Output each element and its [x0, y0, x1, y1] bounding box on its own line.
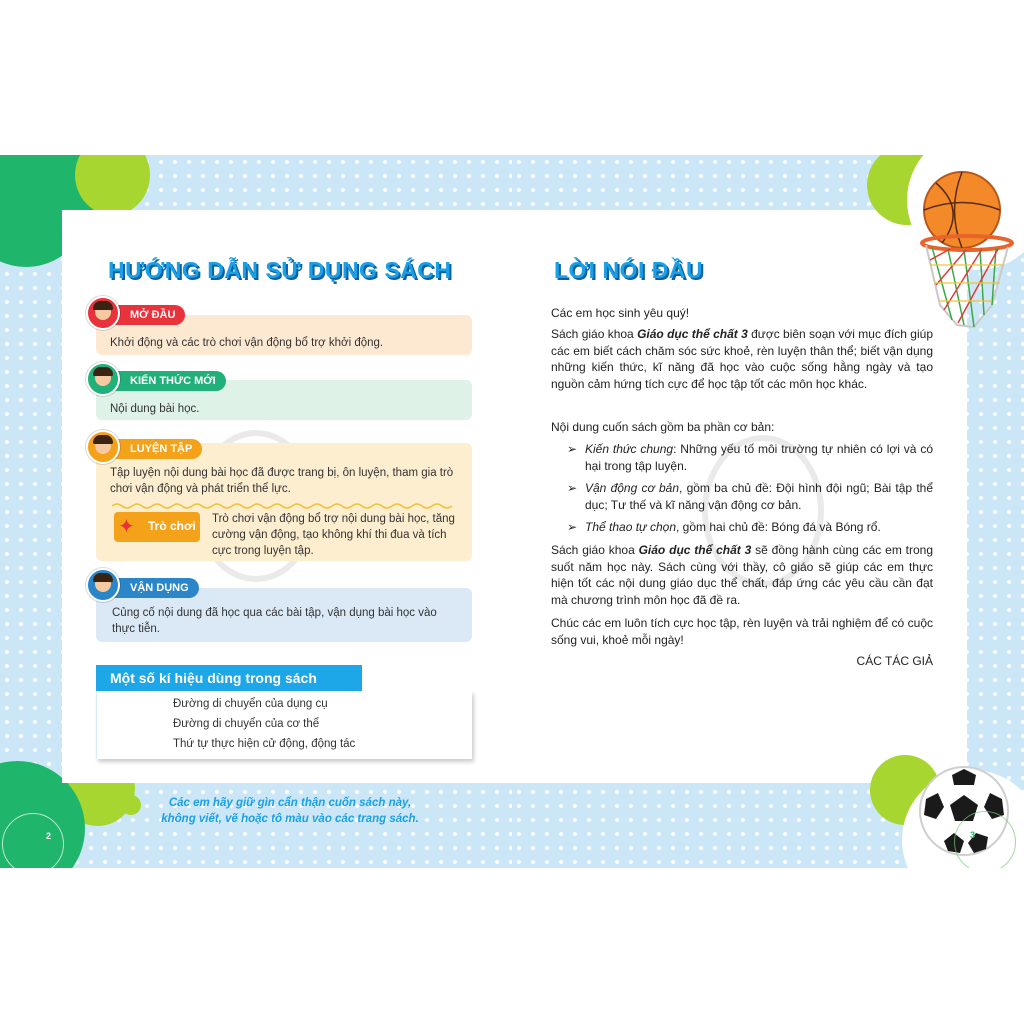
section-van-dung-text: Củng cố nội dung đã học qua các bài tập, vận dụng bài học vào thực tiễn.: [112, 607, 437, 635]
bullet-3-text: , gồm hai chủ đề: Bóng đá và Bóng rổ.: [676, 520, 881, 534]
section-mo-dau-text: Khởi động và các trò chơi vận động bổ trợ khởi động.: [110, 337, 384, 349]
paragraph-1-start: Sách giáo khoa: [551, 327, 638, 341]
section-luyen-tap-label: LUYỆN TẬP: [96, 439, 202, 459]
decor-dot-lime: [121, 795, 141, 815]
signature: CÁC TÁC GIẢ: [856, 654, 933, 668]
game-badge-label: Trò chơi: [148, 519, 196, 533]
avatar-van-dung: [86, 568, 120, 602]
bullet-1-text: : Những yếu tố môi trường tự nhiên có lợi và có hại trong tập luyện.: [585, 442, 934, 473]
right-page-title: LỜI NÓI ĐẦU: [554, 257, 704, 283]
game-figure-icon: ✦: [118, 516, 135, 538]
game-badge: [114, 512, 200, 542]
legend-box: [96, 691, 472, 759]
legend-row-equipment: [111, 695, 451, 713]
book-title-2: Giáo dục thể chất 3: [638, 543, 752, 557]
footer-line-2: không viết, vẽ hoặc tô màu vào các trang sách.: [161, 813, 419, 825]
bullet-arrow-icon: ➢: [567, 520, 578, 534]
avatar-kien-thuc-moi: [86, 362, 120, 396]
legend-title: Một số kí hiệu dùng trong sách: [96, 665, 362, 691]
legend-text-equipment: Đường di chuyển của dụng cụ: [173, 698, 328, 710]
avatar-luyen-tap: [86, 430, 120, 464]
bullet-2-term: Vận động cơ bản: [585, 481, 680, 495]
paragraph-4: Chúc các em luôn tích cực học tập, rèn luyện và trải nghiệm để có cuộc sống vui, khoẻ mỗi ngày!: [551, 616, 933, 647]
legend-row-order: [111, 735, 451, 753]
page-number-left: 2: [46, 831, 52, 841]
bullet-arrow-icon: ➢: [567, 481, 578, 495]
paragraph-1-rest: được biên soạn với mục đích giúp các em biết cách chăm sóc sức khoẻ, rèn luyện thân thể; biết vận dụng những kiến thức, kĩ năng đã học vào cuộc sống hằng ngày và tạo nguồn cảm hứng tích cực để học tập tốt các môn học khác.: [551, 327, 933, 391]
wavy-divider: [112, 502, 457, 510]
bullet-3-term: Thể thao tự chọn: [585, 520, 676, 534]
section-luyen-tap-text: Tập luyện nội dung bài học đã được trang bị, ôn luyện, tham gia trò chơi vận động và phát triển thể lực.: [110, 467, 454, 495]
page-number-ring-right: [954, 811, 1016, 868]
paragraph-3-start: Sách giáo khoa: [551, 543, 639, 557]
footer-line-1: Các em hãy giữ gìn cẩn thận cuốn sách này,: [168, 797, 412, 809]
legend-row-body: [111, 715, 451, 733]
section-mo-dau-label: MỞ ĐẦU: [96, 305, 185, 325]
section-kien-thuc-moi-text: Nội dung bài học.: [110, 403, 200, 415]
bullet-arrow-icon: ➢: [567, 442, 578, 456]
book-title-1: Giáo dục thể chất 3: [637, 327, 748, 341]
paragraph-3: [551, 542, 933, 608]
page-number-ring-left: [2, 813, 64, 868]
left-page-title: HƯỚNG DẪN SỬ DỤNG SÁCH: [108, 257, 452, 283]
bullet-1-term: Kiến thức chung: [585, 442, 674, 456]
bullet-2-text: , gồm ba chủ đề: Đội hình đội ngũ; Bài tập thể dục; Tư thế và kĩ năng vận động cơ bản.: [585, 481, 934, 512]
game-description: Trò chơi vận động bổ trợ nội dung bài học, tăng cường vận động, tạo không khí thi đua và tích cực trong luyện tập.: [212, 513, 455, 557]
avatar-mo-dau: [86, 296, 120, 330]
legend-text-order: Thứ tự thực hiện cử động, động tác: [173, 738, 356, 750]
footer-note: [150, 795, 430, 827]
paragraph-2: Nội dung cuốn sách gồm ba phần cơ bản:: [551, 420, 775, 434]
legend-text-body: Đường di chuyển của cơ thể: [173, 718, 320, 730]
section-van-dung-label: VẬN DỤNG: [96, 578, 199, 598]
left-page: [0, 155, 512, 868]
greeting: Các em học sinh yêu quý!: [551, 306, 690, 320]
section-kien-thuc-moi-label: KIẾN THỨC MỚI: [96, 371, 226, 391]
paragraph-3-rest: sẽ đồng hành cùng các em trong suốt năm học này. Sách cùng với thầy, cô giáo sẽ giúp các em thực hiện tốt các nội dung giáo dục thể chất, đáp ứng các yêu cầu cần đạt mà chương trình môn học đã đề ra.: [551, 543, 934, 607]
paragraph-1: [551, 326, 933, 392]
page-number-right: 3: [970, 830, 976, 840]
